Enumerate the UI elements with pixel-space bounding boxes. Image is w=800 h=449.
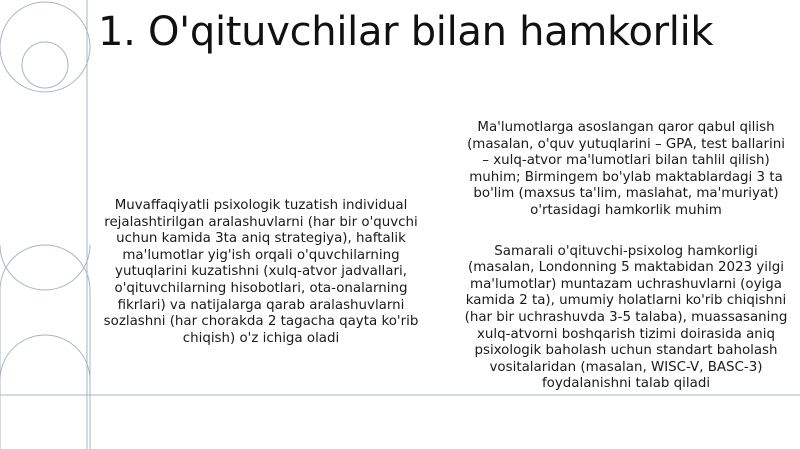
right-paragraph-2: Samarali o'qituvchi-psixolog hamkorligi (masalan, Londonning 5 maktabidan 2023 yilgi ma'lumotlar) muntazam uchrashuvlarni (oyiga kamida 2 ta), umumiy holatlarni ko'rib chiqishni (har bir uchrashuvda 3-5 talaba), muassasaning xulq-atvorni boshqarish tizimi doirasida aniq psixologik baholash uchun standart baholash vositalaridan (masalan, WISC-V, BASC-3) foydalanishni talab qiladi xyxy=(464,243,788,392)
right-text-block xyxy=(464,120,788,393)
slide-title: 1. O'qituvchilar bilan hamkorlik xyxy=(98,9,714,55)
right-paragraph-1: Ma'lumotlarga asoslangan qaror qabul qilish (masalan, o'quv yutuqlarini – GPA, test ballarini – xulq-atvor ma'lumotlari bilan tahlil qilish) muhim; Birmingem bo'ylab maktablardagi 3 ta bo'lim (maxsus ta'lim, maslahat, ma'muriyat) o'rtasidagi hamkorlik muhim xyxy=(467,120,785,218)
lower-arch-outline xyxy=(0,335,90,449)
left-text-block: Muvaffaqiyatli psixologik tuzatish individual rejalashtirilgan aralashuvlarni (har bir o'quvchi uchun kamida 3ta aniq strategiya), haftalik ma'lumotlar yig'ish orqali o'quvchilarning yutuqlarini kuzatishni (xulq-atvor jadvallari, o'qituvchilarning hisobotlari, ota-onalarning fikrlari) va natijalarga qarab aralashuvlarni sozlashni (har chorakda 2 tagacha qayta ko'rib chiqish) o'z ichiga oladi xyxy=(103,198,419,346)
wave-outline xyxy=(0,245,90,290)
large-circle-outline xyxy=(0,2,90,92)
small-circle-outline xyxy=(22,42,68,88)
arch-outline xyxy=(0,245,90,449)
